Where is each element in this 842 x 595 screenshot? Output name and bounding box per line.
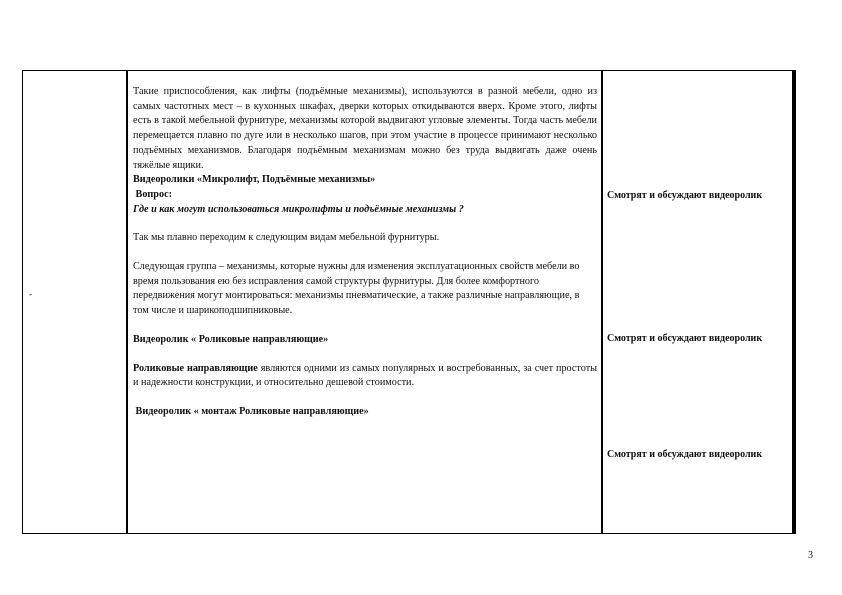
- video-title-3: [133, 405, 597, 420]
- lesson-table: [22, 70, 796, 534]
- intro-paragraph: Такие приспособления, как лифты (подъёмные механизмы), используются в разной мебели, одно из самых частотных мест – в кухонных шкафах, дверки которых откидываются вверх. Кроме этого, лифты есть в такой мебельной фурнитуре, механизмы которой выдвигают угловые элементы. Тогда часть мебели перемещается плавно по дуге или в несколько шагов, при этом участие в процессе принимают несколько подъёмных механизмов. Благодаря подъёмным механизмам можно без труда выдвигать даже очень тяжёлые ящики.: [133, 86, 597, 171]
- question-label: [133, 188, 597, 203]
- table-right-border: [792, 71, 795, 533]
- student-activity-1: Смотрят и обсуждают видеоролик: [607, 190, 763, 201]
- spacer: [133, 319, 597, 333]
- stage-column: [23, 71, 126, 533]
- video-title-3-text: Видеоролик « монтаж Роликовые направляющие»: [135, 405, 369, 417]
- student-activity-2: Смотрят и обсуждают видеоролик: [607, 333, 763, 344]
- rollers-term: Роликовые направляющие: [133, 362, 258, 374]
- list-marker: -: [29, 289, 32, 299]
- student-activity-3: Смотрят и обсуждают видеоролик: [607, 449, 763, 460]
- group-paragraph: Следующая группа – механизмы, которые нужны для изменения эксплуатационных свойств мебели во время пользования ею без исправления самой структуры фурнитуры. Для более комфортного передвижения могут монтироваться: механизмы пневматические, а также различные направляющие, в том числе и шарикоподшипниковые.: [133, 261, 580, 317]
- video-title-1: Видеоролики «Микролифт, Подъёмные механизмы»: [133, 174, 376, 186]
- question-text: Где и как могут использоваться микролифты и подъёмные механизмы ?: [133, 203, 464, 215]
- column-divider: [126, 71, 128, 533]
- rollers-text: являются одними из самых популярных и востребованных, за счет простоты и надежности конструкции, и относительно дешевой стоимости.: [133, 362, 598, 389]
- page-number: 3: [808, 550, 813, 561]
- student-activity-column: [607, 71, 787, 533]
- rollers-paragraph: [133, 362, 597, 391]
- spacer: [133, 348, 597, 362]
- teacher-activity-column: [133, 85, 597, 420]
- column-divider: [601, 71, 603, 533]
- question-label-text: Вопрос:: [135, 188, 172, 200]
- spacer: [133, 246, 597, 260]
- spacer: [133, 391, 597, 405]
- video-title-2: Видеоролик « Роликовые направляющие»: [133, 333, 329, 345]
- transition-text: Так мы плавно переходим к следующим видам мебельной фурнитуры.: [133, 232, 440, 244]
- spacer: [133, 217, 597, 231]
